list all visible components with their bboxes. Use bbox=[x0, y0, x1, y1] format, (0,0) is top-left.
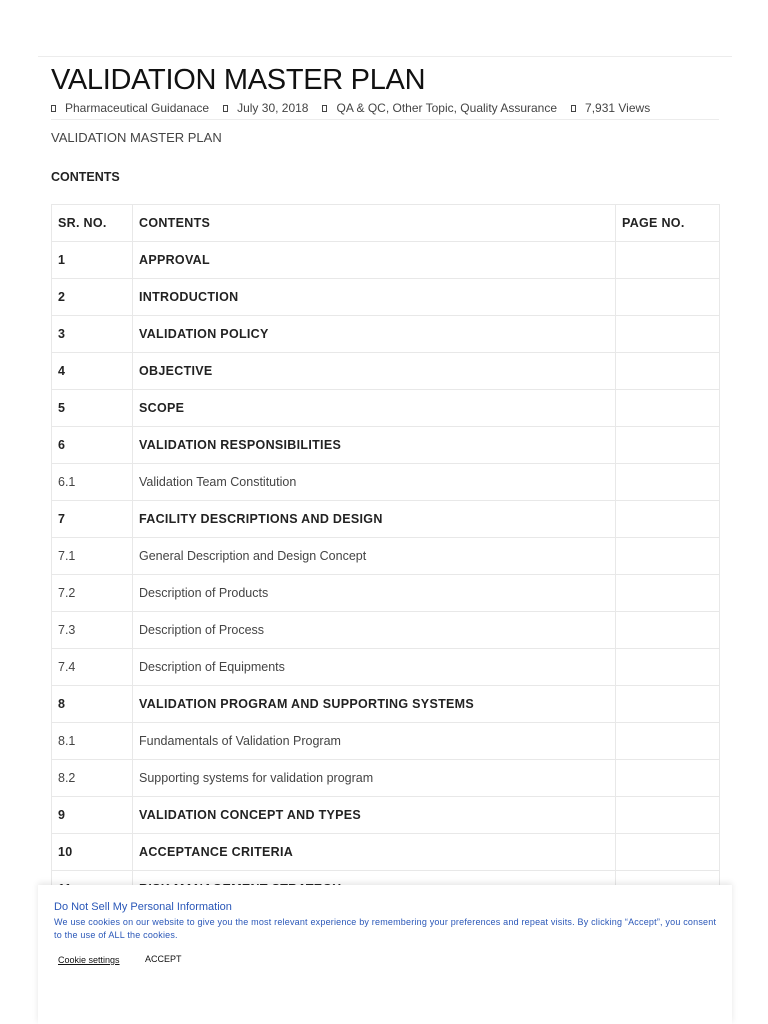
cell-page-no bbox=[616, 834, 720, 871]
cell-page-no bbox=[616, 316, 720, 353]
cell-page-no bbox=[616, 501, 720, 538]
cell-sr-no: 8.2 bbox=[52, 760, 133, 797]
cell-page-no bbox=[616, 575, 720, 612]
cell-sr-no: 6 bbox=[52, 427, 133, 464]
cell-sr-no: 5 bbox=[52, 390, 133, 427]
header-contents: CONTENTS bbox=[133, 205, 616, 242]
cell-sr-no: 4 bbox=[52, 353, 133, 390]
table-row bbox=[52, 686, 720, 723]
cell-sr-no: 6.1 bbox=[52, 464, 133, 501]
cell-page-no bbox=[616, 538, 720, 575]
cell-contents: Validation Team Constitution bbox=[133, 464, 616, 501]
folder-icon bbox=[322, 105, 327, 112]
table-row bbox=[52, 242, 720, 279]
cell-contents: Supporting systems for validation program bbox=[133, 760, 616, 797]
cell-sr-no: 8 bbox=[52, 686, 133, 723]
table-row bbox=[52, 464, 720, 501]
cell-contents: Description of Products bbox=[133, 575, 616, 612]
table-row bbox=[52, 316, 720, 353]
cell-contents: VALIDATION RESPONSIBILITIES bbox=[133, 427, 616, 464]
cell-page-no bbox=[616, 649, 720, 686]
cell-sr-no: 7.1 bbox=[52, 538, 133, 575]
table-row bbox=[52, 723, 720, 760]
cell-contents: VALIDATION POLICY bbox=[133, 316, 616, 353]
cell-page-no bbox=[616, 279, 720, 316]
cell-contents: VALIDATION CONCEPT AND TYPES bbox=[133, 797, 616, 834]
cell-sr-no: 7 bbox=[52, 501, 133, 538]
intro-text: VALIDATION MASTER PLAN bbox=[51, 130, 222, 145]
cell-page-no bbox=[616, 723, 720, 760]
cell-contents: INTRODUCTION bbox=[133, 279, 616, 316]
table-row bbox=[52, 279, 720, 316]
table-row bbox=[52, 427, 720, 464]
cell-page-no bbox=[616, 612, 720, 649]
cell-contents: FACILITY DESCRIPTIONS AND DESIGN bbox=[133, 501, 616, 538]
table-row bbox=[52, 760, 720, 797]
table-row bbox=[52, 353, 720, 390]
views-icon bbox=[571, 105, 576, 112]
meta-categories-text[interactable]: QA & QC, Other Topic, Quality Assurance bbox=[336, 101, 558, 115]
page-title: VALIDATION MASTER PLAN bbox=[51, 64, 426, 96]
cookie-settings-button[interactable]: Cookie settings bbox=[58, 955, 120, 965]
cell-sr-no: 7.4 bbox=[52, 649, 133, 686]
top-divider bbox=[38, 56, 732, 57]
cell-page-no bbox=[616, 242, 720, 279]
cell-page-no bbox=[616, 760, 720, 797]
cell-contents: APPROVAL bbox=[133, 242, 616, 279]
table-row bbox=[52, 575, 720, 612]
cell-page-no bbox=[616, 390, 720, 427]
cell-sr-no: 1 bbox=[52, 242, 133, 279]
meta-author-text[interactable]: Pharmaceutical Guidanace bbox=[65, 101, 210, 115]
cookie-notice-text: We use cookies on our website to give you the most relevant experience by remembering your preferences and repeat visits. By clicking “Accept”, you consent to the use of ALL the cookies. bbox=[54, 917, 717, 940]
meta-date bbox=[223, 101, 308, 115]
cell-contents: ACCEPTANCE CRITERIA bbox=[133, 834, 616, 871]
cell-sr-no: 8.1 bbox=[52, 723, 133, 760]
cookie-banner bbox=[38, 885, 732, 1024]
cell-sr-no: 3 bbox=[52, 316, 133, 353]
table-row bbox=[52, 797, 720, 834]
contents-heading: CONTENTS bbox=[51, 170, 120, 184]
cell-contents: Description of Equipments bbox=[133, 649, 616, 686]
cell-sr-no: 7.2 bbox=[52, 575, 133, 612]
calendar-icon bbox=[223, 105, 228, 112]
meta-views-text: 7,931 Views bbox=[585, 101, 651, 115]
accept-button[interactable]: ACCEPT bbox=[145, 954, 182, 964]
meta-divider bbox=[51, 119, 719, 120]
cell-page-no bbox=[616, 686, 720, 723]
cell-sr-no: 2 bbox=[52, 279, 133, 316]
meta-date-text: July 30, 2018 bbox=[237, 101, 309, 115]
post-meta bbox=[51, 101, 664, 115]
table-row bbox=[52, 538, 720, 575]
cell-page-no bbox=[616, 427, 720, 464]
cell-sr-no: 7.3 bbox=[52, 612, 133, 649]
meta-views bbox=[571, 101, 650, 115]
contents-table bbox=[51, 204, 720, 908]
header-page-no: PAGE NO. bbox=[616, 205, 720, 242]
do-not-sell-link[interactable]: Do Not Sell My Personal Information bbox=[54, 901, 232, 913]
table-header-row bbox=[52, 205, 720, 242]
cell-page-no bbox=[616, 797, 720, 834]
meta-author[interactable] bbox=[51, 101, 209, 115]
cell-sr-no: 9 bbox=[52, 797, 133, 834]
cell-contents: Fundamentals of Validation Program bbox=[133, 723, 616, 760]
cell-contents: OBJECTIVE bbox=[133, 353, 616, 390]
meta-categories[interactable] bbox=[322, 101, 557, 115]
table-body bbox=[52, 242, 720, 908]
cell-contents: SCOPE bbox=[133, 390, 616, 427]
cell-contents: General Description and Design Concept bbox=[133, 538, 616, 575]
table-row bbox=[52, 501, 720, 538]
table-row bbox=[52, 390, 720, 427]
cell-page-no bbox=[616, 353, 720, 390]
header-sr-no: SR. NO. bbox=[52, 205, 133, 242]
table-row bbox=[52, 612, 720, 649]
cell-page-no bbox=[616, 464, 720, 501]
table-row bbox=[52, 834, 720, 871]
author-icon bbox=[51, 105, 56, 112]
cell-contents: VALIDATION PROGRAM AND SUPPORTING SYSTEMS bbox=[133, 686, 616, 723]
table-row bbox=[52, 649, 720, 686]
cell-sr-no: 10 bbox=[52, 834, 133, 871]
cell-contents: Description of Process bbox=[133, 612, 616, 649]
